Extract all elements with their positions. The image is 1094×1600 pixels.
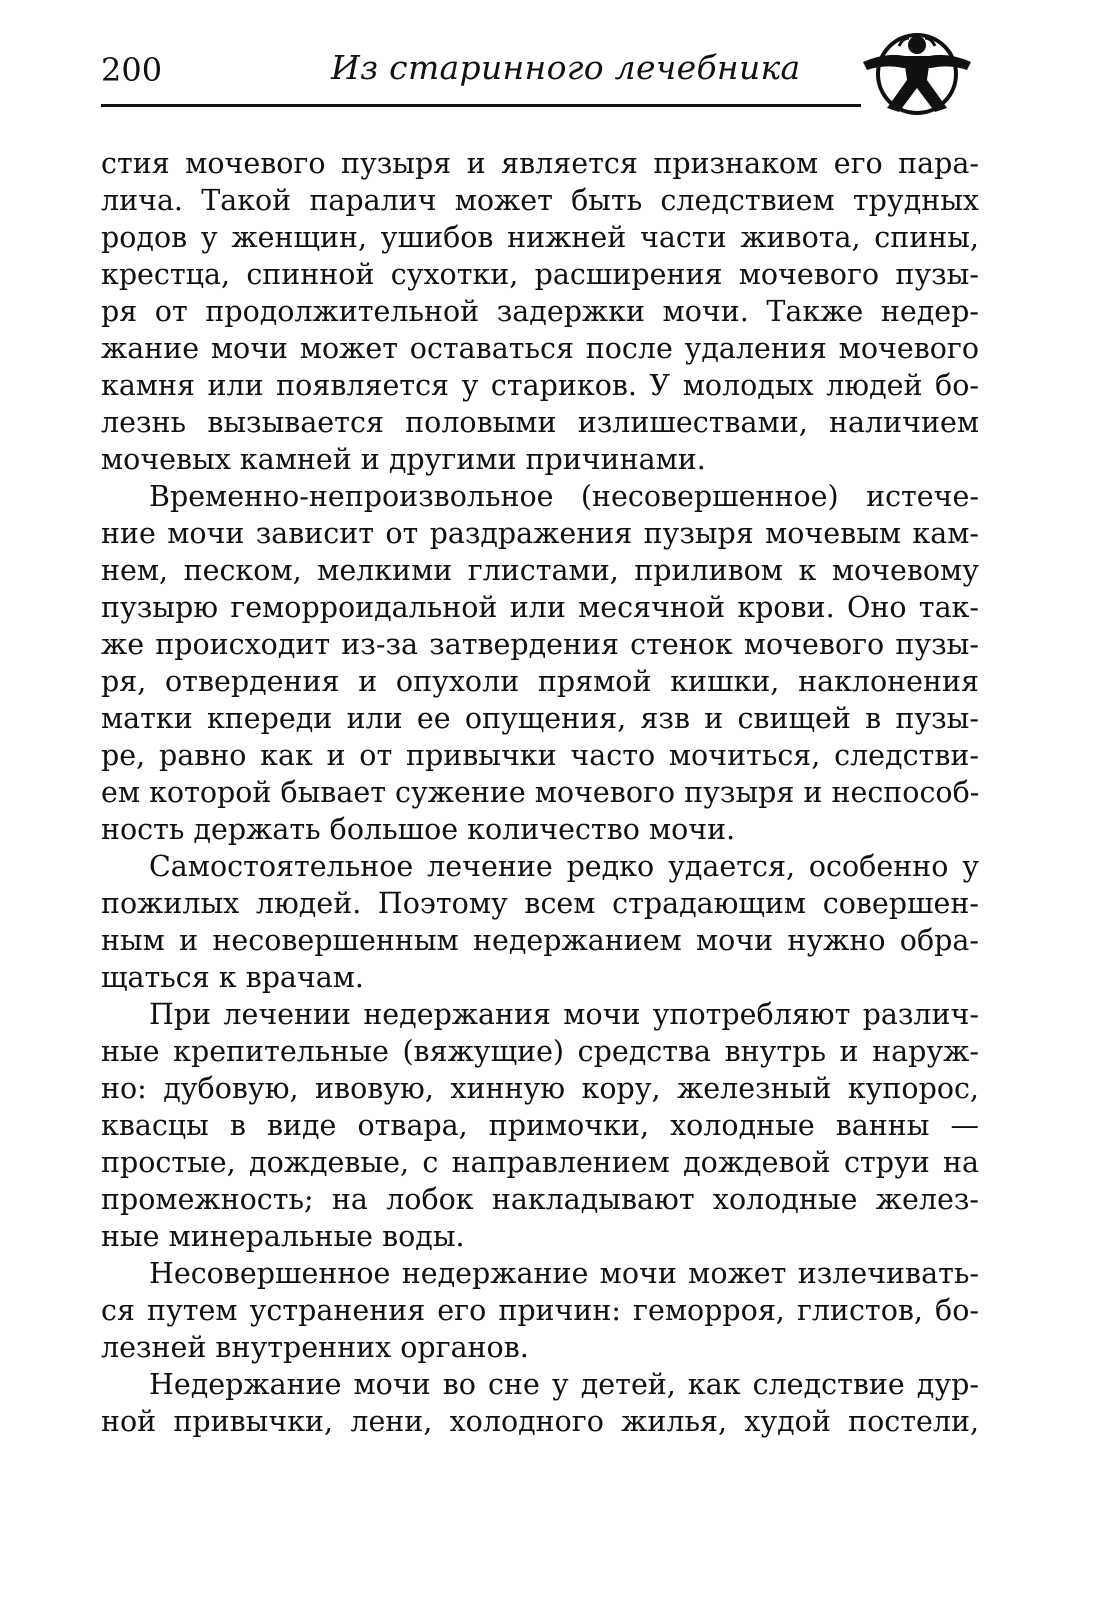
text-line: ные минеральные воды. [101,1220,465,1253]
text-line: Самостоятельное лечение редко удается, особенно у [149,850,979,883]
text-line: пузырю геморроидальной или месячной крови. Оно так- [101,591,979,624]
paragraph [101,145,979,478]
text-line: ным и несовершенным недержанием мочи нужно обра- [101,924,979,957]
text-line: ной привычки, лени, холодного жилья, худой постели, [101,1405,979,1438]
text-line: пожилых людей. Поэтому всем страдающим совершен- [101,887,979,920]
figure-emblem-icon [855,32,979,116]
page-number: 200 [101,51,163,89]
text-line: лича. Такой паралич может быть следствием трудных [101,184,979,217]
running-title: Из старинного лечебника [331,48,801,87]
text-line: ря, отвердения и опухоли прямой кишки, наклонения [101,665,979,698]
text-line: же происходит из-за затвердения стенок мочевого пузы- [101,628,979,661]
text-line: ность держать большое количество мочи. [101,813,736,846]
text-line: крестца, спинной сухотки, расширения мочевого пузы- [101,258,979,291]
text-line: ся путем устранения его причин: геморроя, глистов, бо- [101,1294,979,1327]
text-line: промежность; на лобок накладывают холодные желез- [101,1183,979,1216]
text-line: лезнь вызывается половыми излишествами, наличием [101,406,979,439]
text-line: При лечении недержания мочи употребляют различ- [149,998,979,1031]
text-line: стия мочевого пузыря и является признаком его пара- [101,147,979,180]
text-line: квасцы в виде отвара, примочки, холодные ванны — [101,1109,979,1142]
text-line: но: дубовую, ивовую, хинную кору, железный купорос, [101,1072,979,1105]
text-line: Несовершенное недержание мочи может излечивать- [149,1257,979,1290]
header-rule [101,104,861,107]
text-line: матки кпереди или ее опущения, язв и свищей в пузы- [101,702,979,735]
text-line: лезней внутренних органов. [101,1331,529,1364]
paragraph [101,1366,979,1440]
text-line: жание мочи может оставаться после удаления мочевого [101,332,979,365]
text-line: ние мочи зависит от раздражения пузыря мочевым кам- [101,517,979,550]
paragraph [101,996,979,1255]
text-line: ре, равно как и от привычки часто мочиться, следстви- [101,739,979,772]
text-line: нем, песком, мелкими глистами, приливом к мочевому [101,554,979,587]
text-line: Недержание мочи во сне у детей, как следствие дур- [149,1368,979,1401]
text-line: ря от продолжительной задержки мочи. Также недер- [101,295,979,328]
text-line: ные крепительные (вяжущие) средства внутрь и наруж- [101,1035,979,1068]
body-text [101,145,979,1440]
text-line: Временно-непроизвольное (несовершенное) истече- [149,480,979,513]
text-line: мочевых камней и другими причинами. [101,443,706,476]
paragraph [101,848,979,996]
paragraph [101,1255,979,1366]
paragraph [101,478,979,848]
text-line: простые, дождевые, с направлением дождевой струи на [101,1146,979,1179]
text-line: щаться к врачам. [101,961,364,994]
text-line: ем которой бывает сужение мочевого пузыря и неспособ- [101,776,979,809]
text-line: камня или появляется у стариков. У молодых людей бо- [101,369,979,402]
text-line: родов у женщин, ушибов нижней части живота, спины, [101,221,979,254]
